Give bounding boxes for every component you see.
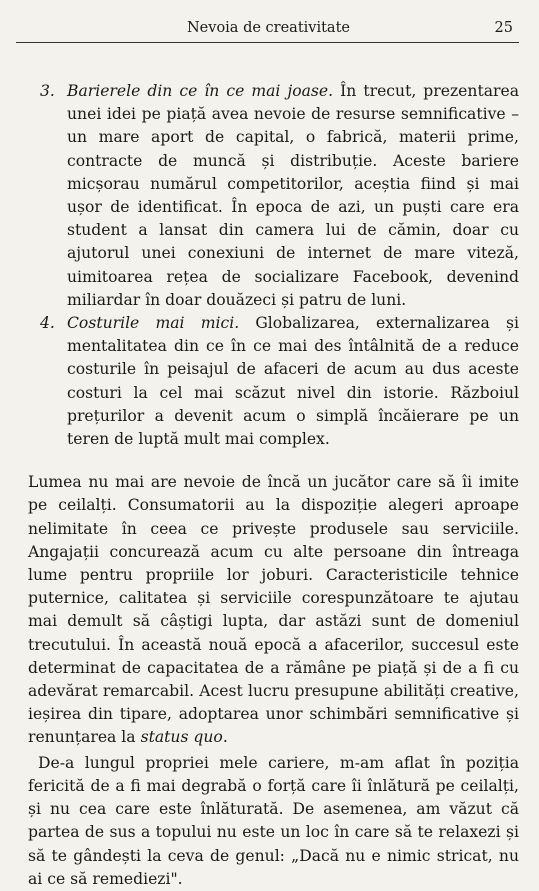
list-item [28, 312, 519, 451]
paragraph-italic: status quo [140, 728, 223, 747]
paragraph [28, 752, 519, 891]
header-rule [16, 42, 519, 43]
list-item [28, 80, 519, 312]
paragraph-end: . [222, 728, 228, 747]
list-number: 4. [40, 314, 55, 333]
list-lead: Costurile mai mici. [67, 314, 240, 333]
numbered-list [28, 80, 519, 451]
page-number: 25 [494, 20, 513, 36]
paragraph [28, 471, 519, 749]
list-lead: Barierele din ce în ce mai joase. [67, 82, 334, 100]
list-number: 3. [40, 82, 55, 100]
paragraph-text: De-a lungul propriei mele cariere, m-am aflat în poziția fericită de a fi mai degrabă o forță care îi înlătură pe ceilalți, și nu cea care este înlăturată. De asemenea, am văzut că partea de sus a topului nu este un loc în care să te relaxezi și să te gândești la ceva de genul: „Dacă nu e nimic stricat, nu ai ce să remediezi". [28, 753, 519, 888]
running-header [18, 14, 519, 36]
body-text [28, 80, 519, 891]
running-title: Nevoia de creativitate [186, 20, 350, 36]
list-text: În trecut, prezentarea unei idei pe piață avea nevoie de resurse semnificative – un mare aport de capital, o fabrică, materii prime, contracte de muncă și distribuție. Aceste bariere micșorau numărul competitorilor, aceștia fiind și mai ușor de identificat. În epoca de azi, un puști care era student a lansat din camera lui de cămin, doar cu ajutorul unei conexiuni de internet de mare viteză, uimitoarea rețea de socializare Facebook, devenind miliardar în doar douăzeci și patru de luni. [67, 82, 519, 309]
list-text: Globalizarea, externalizarea și mentalitatea din ce în ce mai des întâlnită de a reduce costurile în peisajul de afaceri de acum au dus aceste costuri la cel mai scăzut nivel din istorie. Războiul prețurilor a devenit acum o simplă încăierare pe un teren de luptă mult mai complex. [67, 314, 519, 449]
paragraph-text: Lumea nu mai are nevoie de încă un jucător care să îi imite pe ceilalți. Consumatorii au la dispoziție alegeri aproape nelimitate în ceea ce privește produsele sau serviciile. Angajații concurează acum cu alte persoane din întreaga lume pentru propriile lor joburi. Caracteristicile tehnice puternice, calitatea și serviciile corespunzătoare te ajutau mai demult să câștigi lupta, dar astăzi sunt de domeniul trecutului. În această nouă epocă a afacerilor, succesul este determinat de capacitatea de a rămâne pe piață și de a fi cu adevărat remarcabil. Acest lucru presupune abilități creative, ieșirea din tipare, adoptarea unor schimbări semnificative și renunțarea la [28, 473, 519, 747]
